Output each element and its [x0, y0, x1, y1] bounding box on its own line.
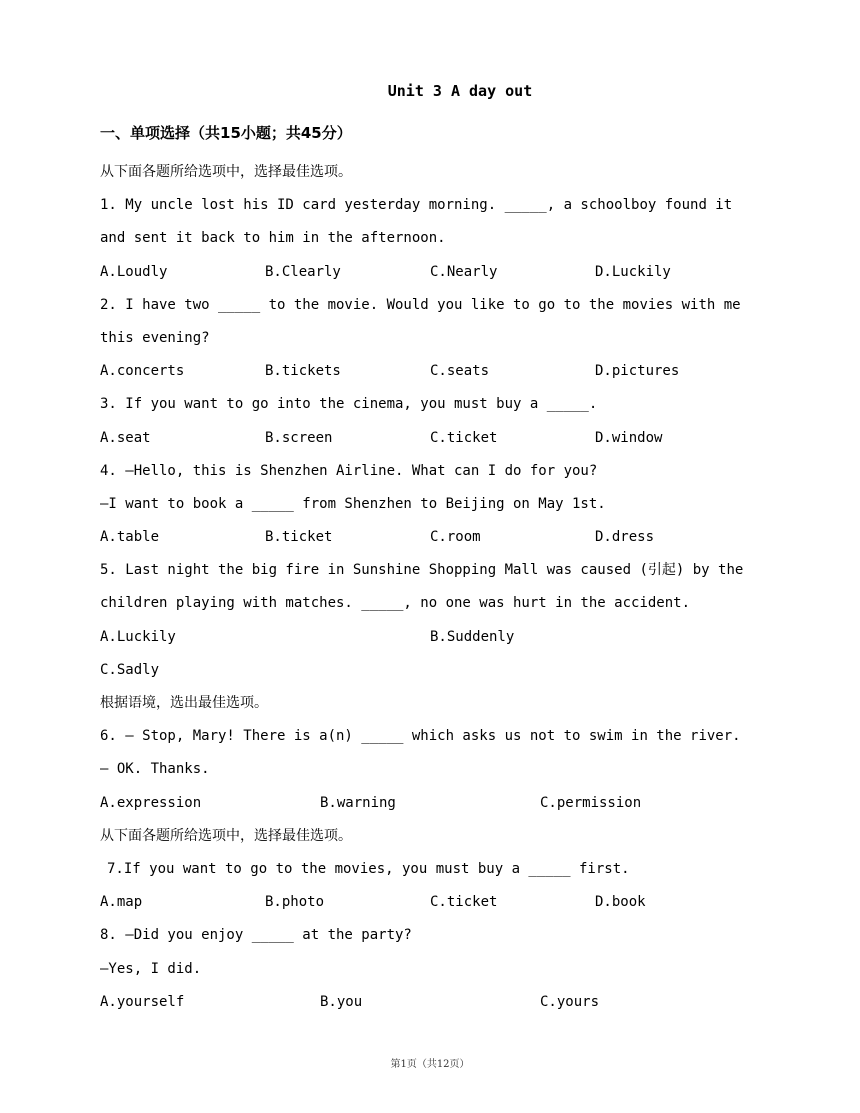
question-text: children playing with matches. _____, no one was hurt in the accident. — [100, 595, 691, 612]
question-8 — [100, 919, 760, 1019]
question-text: 7.If you want to go to the movies, you must buy a _____ first. — [107, 860, 630, 877]
question-text: 1. My uncle lost his ID card yesterday morning. _____, a schoolboy found it — [100, 197, 733, 214]
option-row — [100, 787, 760, 820]
question-text: 6. — Stop, Mary! There is a(n) _____ which asks us not to swim in the river. — [100, 728, 741, 745]
question-1 — [100, 189, 760, 289]
option-row — [100, 422, 760, 455]
question-5 — [100, 554, 760, 687]
question-text: this evening? — [100, 329, 210, 346]
option-a: A.concerts — [100, 363, 185, 380]
option-d: D.book — [595, 894, 646, 911]
option-b: B.warning — [320, 794, 396, 811]
option-d: D.dress — [595, 529, 655, 546]
option-b: B.tickets — [265, 363, 341, 380]
option-b: B.screen — [265, 429, 333, 446]
instruction-text: 根据语境，选出最佳选项。 — [100, 695, 268, 711]
option-a: A.yourself — [100, 993, 185, 1010]
option-a: A.expression — [100, 794, 202, 811]
option-b: B.Suddenly — [430, 628, 515, 645]
option-b: B.ticket — [265, 529, 333, 546]
option-row — [100, 521, 760, 554]
option-c: C.Nearly — [430, 263, 498, 280]
page-title: Unit 3 A day out — [387, 82, 533, 100]
instruction-text: 从下面各题所给选项中，选择最佳选项。 — [100, 164, 352, 180]
question-3 — [100, 388, 760, 454]
option-c: C.permission — [540, 794, 642, 811]
question-text: 4. —Hello, this is Shenzhen Airline. What can I do for you? — [100, 462, 598, 479]
option-c: C.seats — [430, 363, 490, 380]
option-d: D.window — [595, 429, 663, 446]
option-a: A.Luckily — [100, 628, 176, 645]
question-text: — OK. Thanks. — [100, 761, 210, 778]
option-row — [100, 654, 760, 687]
question-text: and sent it back to him in the afternoon. — [100, 230, 446, 247]
option-d: D.Luckily — [595, 263, 671, 280]
section-heading: 一、单项选择（共15小题；共45分） — [100, 124, 352, 142]
option-c: C.yours — [540, 993, 600, 1010]
question-4 — [100, 455, 760, 555]
option-row — [100, 355, 760, 388]
option-row — [100, 886, 760, 919]
question-2 — [100, 289, 760, 389]
option-row — [100, 256, 760, 289]
option-a: A.map — [100, 894, 143, 911]
question-6 — [100, 720, 760, 820]
option-b: B.photo — [265, 894, 325, 911]
question-text: —Yes, I did. — [100, 960, 202, 977]
option-a: A.table — [100, 529, 160, 546]
option-c: C.ticket — [430, 429, 498, 446]
question-text: 2. I have two _____ to the movie. Would you like to go to the movies with me — [100, 296, 741, 313]
option-a: A.Loudly — [100, 263, 168, 280]
option-d: D.pictures — [595, 363, 680, 380]
option-a: A.seat — [100, 429, 151, 446]
question-text: 8. —Did you enjoy _____ at the party? — [100, 927, 412, 944]
option-c: C.Sadly — [100, 661, 160, 678]
option-c: C.ticket — [430, 894, 498, 911]
option-b: B.you — [320, 993, 363, 1010]
question-text: 3. If you want to go into the cinema, you must buy a _____. — [100, 396, 598, 413]
question-7 — [100, 853, 760, 919]
question-text: —I want to book a _____ from Shenzhen to Beijing on May 1st. — [100, 495, 606, 512]
option-b: B.Clearly — [265, 263, 341, 280]
question-text: 5. Last night the big fire in Sunshine Shopping Mall was caused (引起) by the — [100, 562, 744, 579]
option-row — [100, 621, 760, 654]
question-content — [100, 156, 760, 1019]
option-c: C.room — [430, 529, 481, 546]
page-footer: 第1页（共12页） — [390, 1059, 470, 1070]
instruction-text: 从下面各题所给选项中，选择最佳选项。 — [100, 827, 352, 844]
option-row — [100, 986, 760, 1019]
